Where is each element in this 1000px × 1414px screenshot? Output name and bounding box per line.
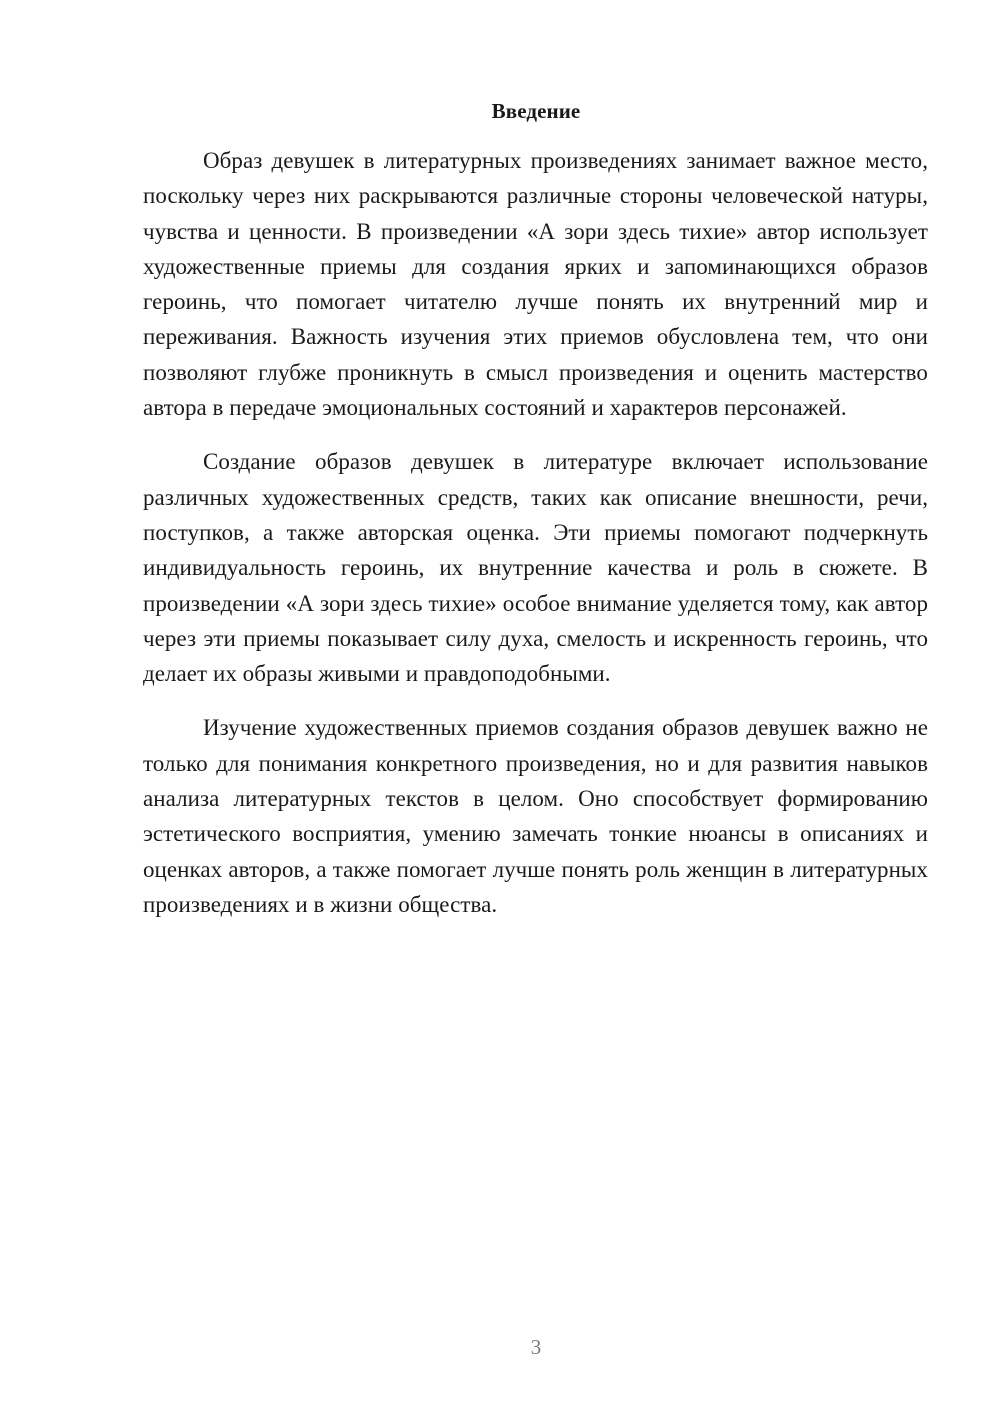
paragraph-1: Образ девушек в литературных произведениях занимает важное место, поскольку через них раскрываются различные стороны человеческой натуры, чувства и ценности. В произведении «А зори здесь тихие» автор использует художественные приемы для создания ярких и запоминающихся образов героинь, что помогает читателю лучше понять их внутренний мир и переживания. Важность изучения этих приемов обусловлена тем, что они позволяют глубже проникнуть в смысл произведения и оценить мастерство автора в передаче эмоциональных состояний и характеров персонажей. (143, 148, 928, 421)
body-text (143, 143, 928, 922)
page-number: 3 (530, 1335, 542, 1359)
paragraph-2: Создание образов девушек в литературе включает использование различных художественных средств, таких как описание внешности, речи, поступков, а также авторская оценка. Эти приемы помогают подчеркнуть индивидуальность героинь, их внутренние качества и роль в сюжете. В произведении «А зори здесь тихие» особое внимание уделяется тому, как автор через эти приемы показывает силу духа, смелость и искренность героинь, что делает их образы живыми и правдоподобными. (143, 449, 928, 687)
paragraph-3: Изучение художественных приемов создания образов девушек важно не только для понимания конкретного произведения, но и для развития навыков анализа литературных текстов в целом. Оно способствует формированию эстетического восприятия, умению замечать тонкие нюансы в описаниях и оценках авторов, а также помогает лучше понять роль женщин в литературных произведениях и в жизни общества. (143, 715, 928, 917)
section-heading: Введение (491, 99, 581, 123)
